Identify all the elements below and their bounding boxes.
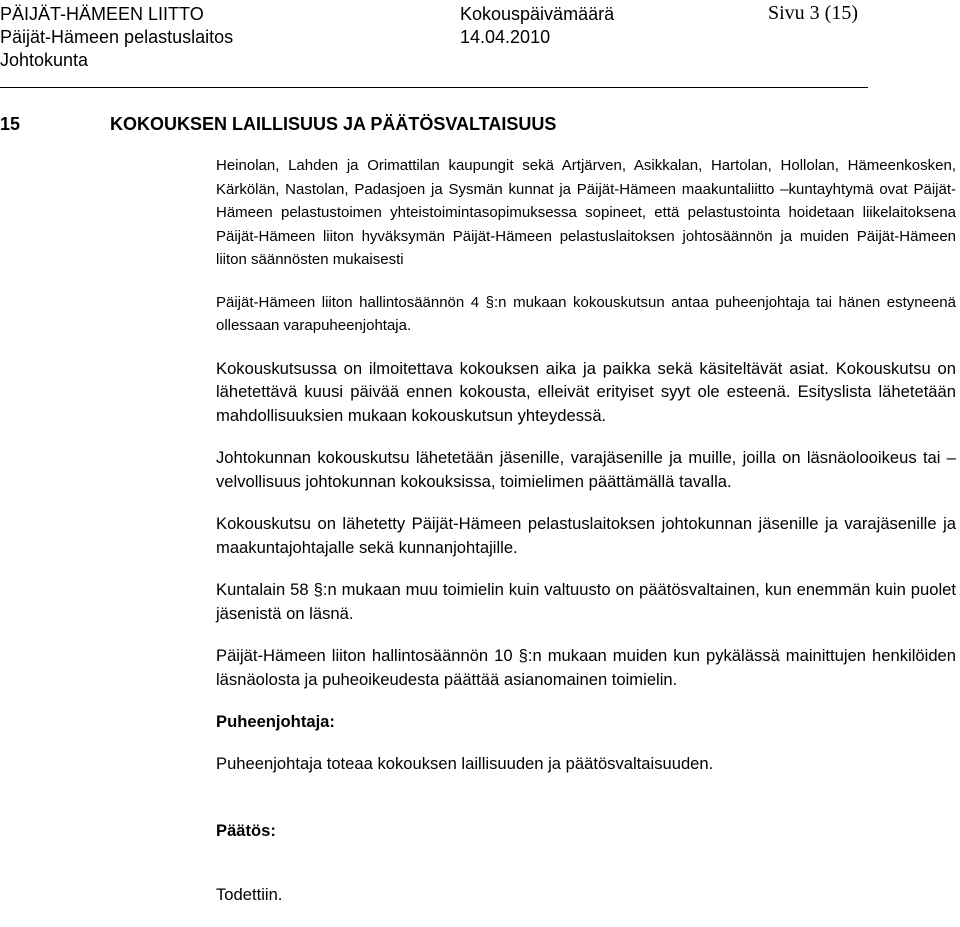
header-divider <box>0 87 868 88</box>
header-unit: Päijät-Hämeen pelastuslaitos <box>0 27 234 47</box>
header-date: 14.04.2010 <box>460 27 551 47</box>
section-number: 15 <box>0 114 21 134</box>
paragraph-quorum: Kuntalain 58 §:n mukaan muu toimielin kuin valtuusto on päätösvaltainen, kun enemmän kuin puolet jäsenistä on läsnä. <box>216 580 956 623</box>
section-title: KOKOUKSEN LAILLISUUS JA PÄÄTÖSVALTAISUUS <box>110 114 557 134</box>
paragraph-invitation-sent: Kokouskutsu on lähetetty Päijät-Hämeen pelastuslaitoksen johtokunnan jäsenille ja varajäsenille ja maakuntajohtajalle sekä kunnanjohtajille. <box>216 514 956 557</box>
paragraph-invitation-recipients: Johtokunnan kokouskutsu lähetetään jäsenille, varajäsenille ja muille, joilla on läsnäolooikeus tai –velvollisuus johtokunnan kokouksissa, toimielimen päättämällä tavalla. <box>216 448 956 491</box>
chair-statement: Puheenjohtaja toteaa kokouksen laillisuuden ja päätösvaltaisuuden. <box>216 753 714 773</box>
paragraph-agreement: Heinolan, Lahden ja Orimattilan kaupungit sekä Artjärven, Asikkalan, Hartolan, Hollolan, Hämeenkosken, Kärkölän, Nastolan, Padasjoen ja Sysmän kunnat ja Päijät-Hämeen maakuntaliitto –kuntayhtymä ovat Päijät-Hämeen pelastustoimen yhteistoimintasopimuksessa sopineet, että pelastustointa hoidetaan liikelaitoksena Päijät-Hämeen liiton hyväksymän Päijät-Hämeen pelastuslaitoksen johtosäännön ja muiden Päijät-Hämeen liiton säännösten mukaisesti <box>216 157 956 268</box>
header-date-label: Kokouspäivämäärä <box>460 4 615 24</box>
header-org: PÄIJÄT-HÄMEEN LIITTO <box>0 4 204 24</box>
document-body <box>216 154 956 925</box>
paragraph-attendance: Päijät-Hämeen liiton hallintosäännön 10 §:n mukaan muiden kun pykälässä mainittujen henkilöiden läsnäolosta ja puheoikeudesta päättää asianomainen toimielin. <box>216 646 956 689</box>
decision-text: Todettiin. <box>216 884 283 904</box>
paragraph-invitation-contents: Kokouskutsussa on ilmoitettava kokouksen aika ja paikka sekä käsiteltävät asiat. Kokouskutsu on lähetettävä kuusi päivää ennen kokousta, elleivät erityiset syyt ole esteenä. Esityslista lähetetään mahdollisuuksien mukaan kokouskutsun yhteydessä. <box>216 358 956 425</box>
header-body: Johtokunta <box>0 50 89 70</box>
decision-heading: Päätös: <box>216 821 276 840</box>
paragraph-invitation-issuer: Päijät-Hämeen liiton hallintosäännön 4 §:n mukaan kokouskutsun antaa puheenjohtaja tai hänen estyneenä ollessaan varapuheenjohtaja. <box>216 293 956 334</box>
header-page-number: Sivu 3 (15) <box>768 2 858 24</box>
chair-heading: Puheenjohtaja: <box>216 712 335 731</box>
